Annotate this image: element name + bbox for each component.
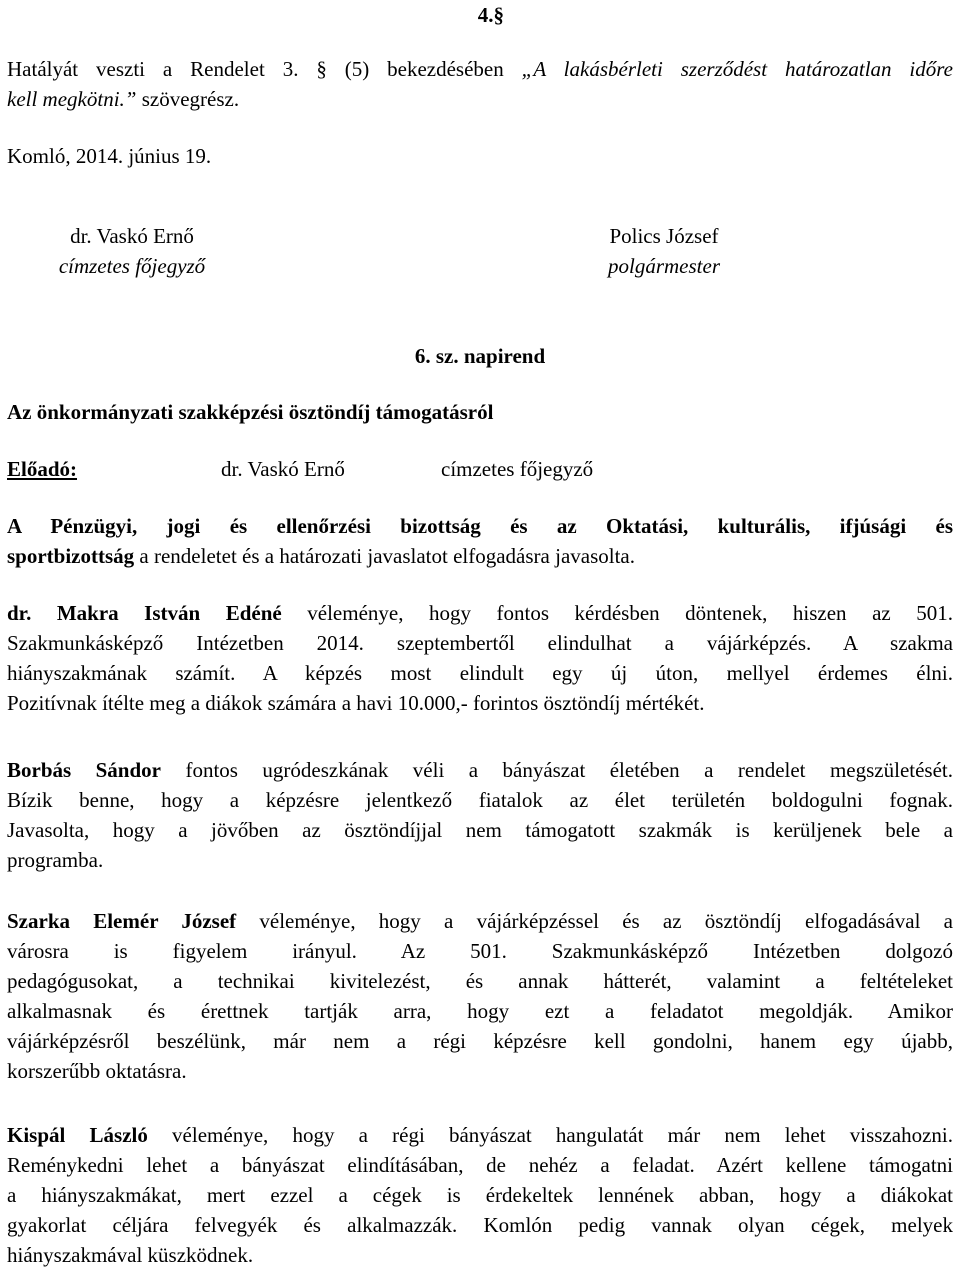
kispal-line-4: gyakorlat céljára felvegyék és alkalmazzák. Komlón pedig vannak olyan cégek, melyek [7, 1213, 953, 1237]
signature-right-name: Polics József [609, 224, 719, 248]
speaker-szarka: Szarka Elemér József [7, 909, 237, 933]
borbas-line-2: Bízik benne, hogy a képzésre jelentkező fiatalok az élet területén boldogulni fognak. [7, 788, 953, 812]
kispal-line-2: Reménykedni lehet a bányászat elindításában, de nehéz a feladat. Azért kellene támogatni [7, 1153, 953, 1177]
szarka-line-3: pedagógusokat, a technikai kivitelezést, és annak hátterét, valamint a feltételeket [7, 969, 953, 993]
repeal-line-1 [7, 54, 953, 84]
signature-right-title: polgármester [608, 254, 720, 278]
committee-line-2 [7, 541, 953, 571]
szarka-line-4: alkalmasnak és érettnek tartják arra, hogy ezt a feladatot megoldják. Amikor [7, 999, 953, 1023]
repeal-quote-end: kell megkötni.” [7, 87, 137, 111]
szarka-line-1 [7, 906, 953, 936]
place-date: Komló, 2014. június 19. [7, 144, 212, 168]
repeal-text: Hatályát veszti a Rendelet 3. § (5) bekezdésében [7, 57, 522, 81]
signature-left-name: dr. Vaskó Ernő [70, 224, 194, 248]
speaker-makra: dr. Makra István Edéné [7, 601, 282, 625]
speaker-borbas: Borbás Sándor [7, 758, 161, 782]
kispal-line-1 [7, 1120, 953, 1150]
makra-line-4: Pozitívnak ítélte meg a diákok számára a havi 10.000,- forintos ösztöndíj mértékét. [7, 691, 705, 715]
agenda-item: 6. sz. napirend [414, 344, 546, 368]
presenter-name: dr. Vaskó Ernő [221, 457, 345, 481]
makra-line-2: Szakmunkásképző Intézetben 2014. szeptembertől elindulhat a vájárképzés. A szakma [7, 631, 953, 655]
presenter-title: címzetes főjegyző [441, 457, 594, 481]
committee-bold: sportbizottság [7, 544, 135, 568]
committee-line-1: A Pénzügyi, jogi és ellenőrzési bizottság és az Oktatási, kulturális, ifjúsági és [7, 514, 953, 538]
repeal-line-2 [7, 84, 953, 114]
section-number: 4.§ [477, 3, 504, 27]
kispal-line-5: hiányszakmával küszködnek. [7, 1243, 254, 1267]
repeal-quote: „A lakásbérleti szerződést határozatlan időre [521, 57, 953, 81]
kispal-text-1: véleménye, hogy a régi bányászat hangulatát már nem lehet visszahozni. [147, 1123, 953, 1147]
signature-left-title: címzetes főjegyző [58, 254, 206, 278]
makra-line-1 [7, 598, 953, 628]
szarka-text-1: véleménye, hogy a vájárképzéssel és az ösztöndíj elfogadásával a [236, 909, 953, 933]
committee-rest: a rendeletet és a határozati javaslatot elfogadásra javasolta. [134, 544, 636, 568]
szarka-line-5: vájárképzésről beszélünk, már nem a régi képzésre kell gondolni, hanem egy újabb, [7, 1029, 953, 1053]
borbas-line-1 [7, 755, 953, 785]
repeal-text-end: szövegrész. [136, 87, 240, 111]
borbas-line-4: programba. [7, 848, 104, 872]
agenda-title: Az önkormányzati szakképzési ösztöndíj támogatásról [7, 400, 494, 424]
presenter-label: Előadó: [7, 457, 78, 481]
makra-line-3: hiányszakmának számít. A képzés most elindult egy új úton, mellyel érdemes élni. [7, 661, 953, 685]
borbas-line-3: Javasolta, hogy a jövőben az ösztöndíjjal nem támogatott szakmák is kerüljenek bele a [7, 818, 953, 842]
szarka-line-6: korszerűbb oktatásra. [7, 1059, 187, 1083]
makra-text-1: véleménye, hogy fontos kérdésben döntenek, hiszen az 501. [281, 601, 953, 625]
szarka-line-2: városra is figyelem irányul. Az 501. Szakmunkásképző Intézetben dolgozó [7, 939, 953, 963]
kispal-line-3: a hiányszakmákat, mert ezzel a cégek is érdekeltek lennének abban, hogy a diákokat [7, 1183, 953, 1207]
speaker-kispal: Kispál László [7, 1123, 148, 1147]
borbas-text-1: fontos ugródeszkának véli a bányászat életében a rendelet megszületését. [161, 758, 954, 782]
